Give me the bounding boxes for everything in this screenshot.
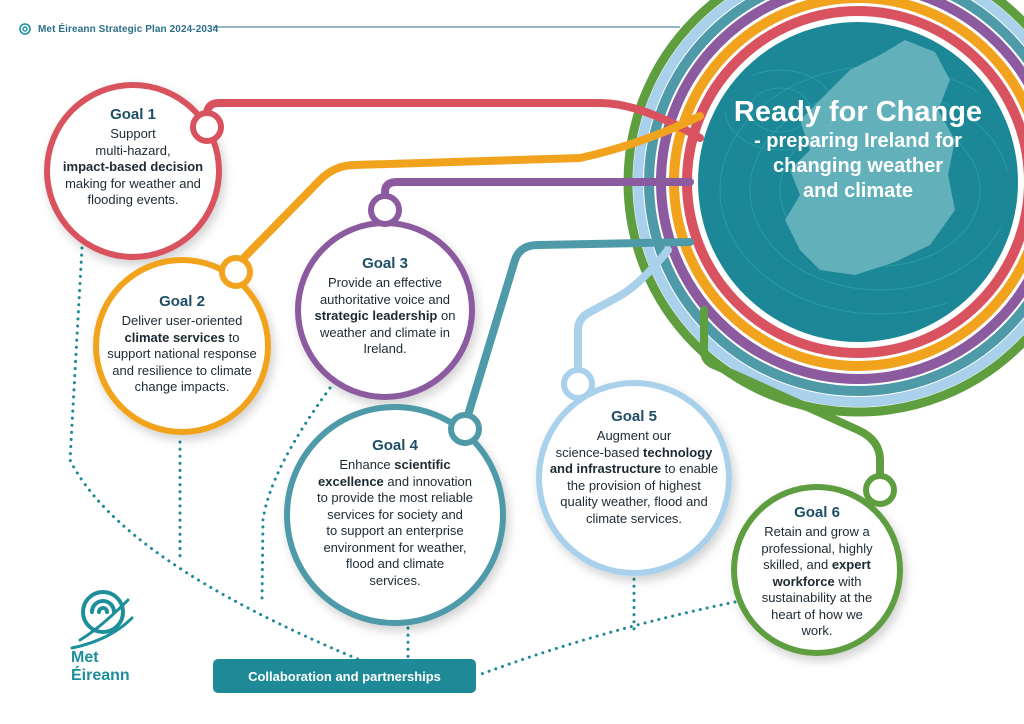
goal-text: and innovation [383, 473, 472, 489]
goal-text: flood and climate [345, 556, 445, 571]
goal-text: Provide an effective [328, 275, 442, 290]
goal-text: to provide the most reliable [316, 490, 474, 505]
met-eireann-small-logo-icon [18, 22, 32, 36]
goal-text: to enable [661, 461, 719, 476]
goal-text: with [834, 573, 862, 589]
goal-keyword: scientific [394, 457, 451, 472]
goal-description [290, 457, 500, 589]
goal-text: on [437, 308, 456, 323]
goal-1 [56, 105, 210, 209]
goal5-connector [578, 250, 668, 382]
goal-keyword: workforce [772, 573, 835, 589]
goal-text: support national response [107, 346, 257, 361]
goal-description [100, 313, 264, 396]
goal-text: the provision of highest [567, 477, 701, 493]
goal-keyword: and infrastructure [549, 461, 662, 476]
hero-text [708, 96, 1008, 204]
goal-text: services for society and [327, 506, 463, 522]
goal-text: multi-hazard, [95, 142, 171, 158]
goal-text: work. [801, 623, 833, 638]
goal-keyword: impact-based decision [62, 159, 204, 174]
logo-line-2: Éireann [71, 667, 130, 684]
goal-text: environment for weather, [323, 539, 467, 555]
goal-text: Ireland. [363, 341, 407, 356]
goal-text: Enhance [339, 457, 395, 472]
goal-text: change impacts. [134, 379, 230, 394]
goal-text: weather and climate in [319, 324, 451, 340]
goal-text: Retain and grow a [764, 524, 870, 539]
goal-text: climate services. [585, 510, 683, 526]
collaboration-partnerships-badge: Collaboration and partnerships [213, 659, 476, 693]
goal-keyword: excellence [318, 473, 384, 489]
goal-text: heart of how we [771, 606, 863, 622]
goal-text: services. [369, 572, 421, 588]
goal-text: Deliver user-oriented [121, 313, 243, 328]
goal-keyword: expert [831, 557, 871, 572]
goal-text: Augment our [596, 428, 672, 443]
hero-title: Ready for Change [733, 96, 983, 128]
goal-text: flooding events. [87, 192, 179, 207]
goal-title: Goal 4 [372, 437, 418, 454]
goal-title: Goal 3 [362, 255, 408, 272]
goal-text: to [225, 329, 240, 345]
goal-text: professional, highly [761, 540, 873, 556]
goal-title: Goal 2 [159, 293, 205, 310]
goal-description [543, 428, 725, 527]
goal-title: Goal 5 [611, 408, 657, 425]
logo-line-1: Met [71, 649, 99, 666]
goal-text: quality weather, flood and [560, 494, 708, 509]
met-eireann-logo-icon [72, 592, 132, 648]
goal-description [744, 524, 890, 640]
goal-text: sustainability at the [761, 590, 873, 605]
goal-text: science-based [555, 444, 644, 460]
logo-wordmark [71, 649, 130, 685]
goal-description [56, 126, 210, 209]
goal1-connector [207, 103, 700, 138]
goal-6 [744, 503, 890, 640]
goal-keyword: technology [643, 444, 713, 460]
goal-text: skilled, and [763, 557, 832, 572]
goal-title: Goal 6 [794, 504, 840, 521]
goal-text: and resilience to climate [112, 362, 252, 378]
goal3-connector [385, 182, 690, 208]
goal-description [296, 275, 474, 358]
goal-title: Goal 1 [110, 106, 156, 123]
goal-2 [100, 292, 264, 396]
goal-text: to support an enterprise [326, 523, 464, 538]
goal-text: authoritative voice and [319, 291, 451, 307]
page-header [18, 19, 218, 39]
goal-3 [296, 254, 474, 358]
goal-keyword: strategic leadership [314, 308, 438, 323]
goal-text: Support [110, 126, 156, 141]
goal-5 [543, 407, 725, 527]
goal-text: making for weather and [65, 175, 201, 191]
hero-subtitle: - preparing Ireland for changing weather and climate [754, 130, 962, 202]
document-title: Met Éireann Strategic Plan 2024-2034 [38, 23, 219, 35]
goal-keyword: climate services [124, 329, 225, 345]
goal-4 [290, 436, 500, 589]
